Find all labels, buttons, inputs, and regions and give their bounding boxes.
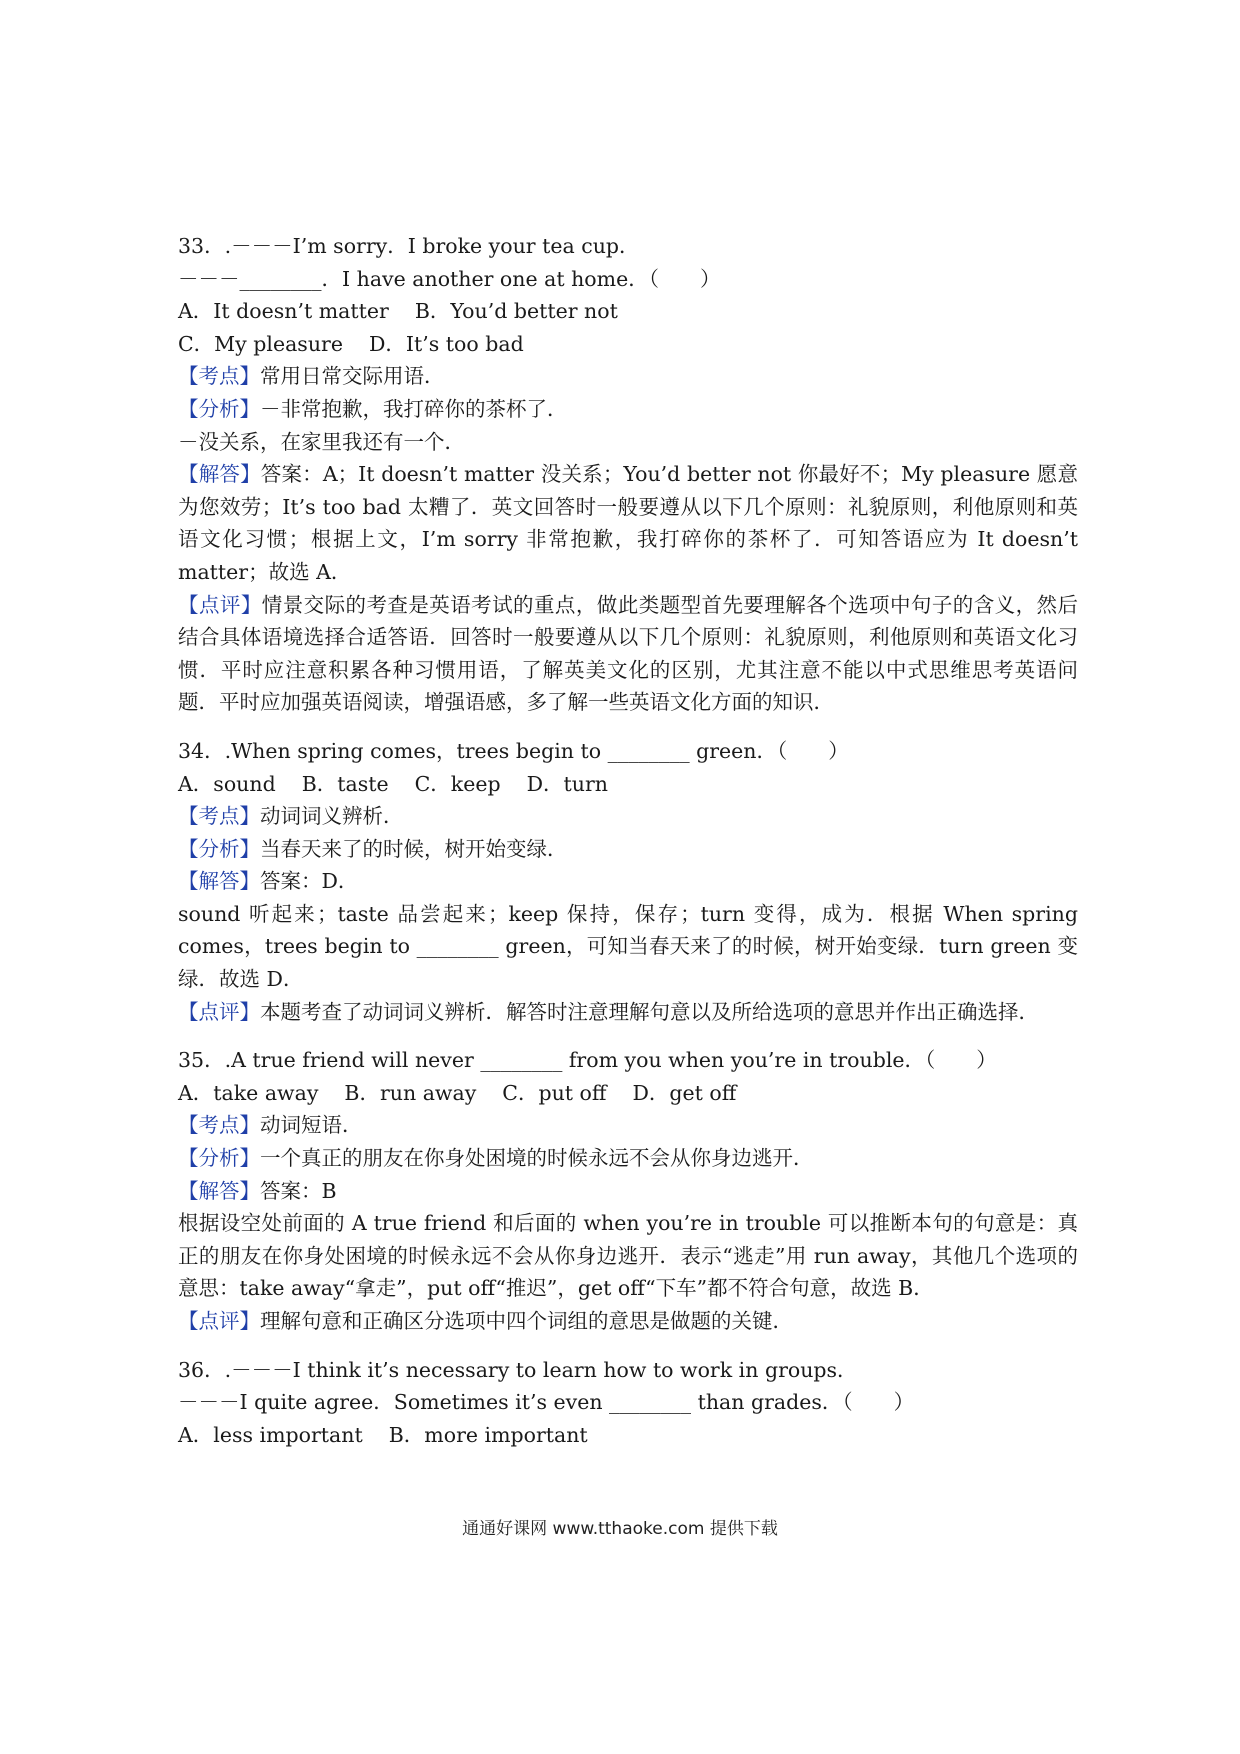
option-a: A．It doesn’t matter xyxy=(178,299,389,324)
options-row xyxy=(178,1419,1078,1452)
dianping-tag: 【点评】 xyxy=(178,1309,260,1333)
jieda-tag: 【解答】 xyxy=(178,1178,260,1203)
dianping-tag: 【点评】 xyxy=(178,999,260,1024)
jieda xyxy=(178,865,1078,898)
jieda-tag: 【解答】 xyxy=(178,869,260,894)
option-a: A．sound xyxy=(178,771,276,796)
fenxi xyxy=(178,393,1078,426)
option-a: A．take away xyxy=(178,1080,319,1105)
page-footer: 通通好课网 www.tthaoke.com 提供下载 xyxy=(462,1519,778,1539)
option-a: A．less important xyxy=(178,1422,363,1447)
jieda xyxy=(178,1175,1078,1208)
document-body xyxy=(178,230,1078,1451)
question-stem: 33．.－－－I’m sorry．I broke your tea cup． xyxy=(178,234,640,258)
option-b: B．taste xyxy=(301,771,389,796)
question-stem: 35．.A true friend will never ________ from you when you’re in trouble．（ ） xyxy=(178,1048,997,1073)
question-33 xyxy=(178,230,1078,719)
option-b: B．run away xyxy=(344,1080,477,1105)
fenxi-tag: 【分析】 xyxy=(178,836,260,861)
jieda-text: 答案：B xyxy=(260,1178,337,1203)
fenxi xyxy=(178,833,1078,866)
fenxi-line-2: －没关系，在家里我还有一个． xyxy=(178,429,465,454)
question-reply: －－－________．I have another one at home．（ ） xyxy=(178,266,721,291)
option-c: C．keep xyxy=(414,771,501,796)
question-36 xyxy=(178,1354,1078,1452)
fenxi-text: 一个真正的朋友在你身处困境的时候永远不会从你身边逃开． xyxy=(260,1146,814,1171)
dianping-text: 本题考查了动词词义辨析．解答时注意理解句意以及所给选项的意思并作出正确选择． xyxy=(260,999,1039,1024)
kaodian-text: 动词短语． xyxy=(260,1113,363,1138)
question-stem: 34．.When spring comes，trees begin to ________ green．（ ） xyxy=(178,738,849,763)
option-c: C．My pleasure xyxy=(178,331,343,356)
kaodian xyxy=(178,1109,1078,1142)
kaodian-text: 常用日常交际用语． xyxy=(260,364,445,389)
fenxi xyxy=(178,1142,1078,1175)
jieda-text: 答案：D． xyxy=(260,869,359,894)
option-d: D．get off xyxy=(632,1080,737,1105)
fenxi-text: 当春天来了的时候，树开始变绿． xyxy=(260,836,568,861)
fenxi-text: －非常抱歉，我打碎你的茶杯了． xyxy=(260,396,568,421)
kaodian-tag: 【考点】 xyxy=(178,1113,260,1138)
jieda-tag: 【解答】 xyxy=(178,462,261,487)
option-d: D．It’s too bad xyxy=(368,331,524,356)
option-b: B．more important xyxy=(388,1422,588,1447)
dianping xyxy=(178,1305,1078,1338)
jieda-detail: sound 听起来；taste 品尝起来；keep 保持，保存；turn 变得，成为．根据 When spring comes，trees begin to ________ green，可知当春天来了的时候，树开始变绿．turn green 变绿．故选 D． xyxy=(178,901,1078,992)
jieda xyxy=(178,458,1078,588)
dianping xyxy=(178,589,1078,719)
jieda-detail: 根据设空处前面的 A true friend 和后面的 when you’re in trouble 可以推断本句的句意是：真正的朋友在你身处困境的时候永远不会从你身边逃开．表示“逃走”用 run away，其他几个选项的意思：take away“拿走”，put off“推迟”，get off“下车”都不符合句意，故选 B． xyxy=(178,1211,1078,1301)
option-c: C．put off xyxy=(502,1080,607,1105)
question-reply: －－－I quite agree．Sometimes it’s even ________ than grades．（ ） xyxy=(178,1390,915,1415)
question-stem: 36．.－－－I think it’s necessary to learn how to work in groups． xyxy=(178,1357,858,1382)
jieda-text: 答案：A；It doesn’t matter 没关系；You’d better not 你最好不；My pleasure 愿意为您效劳；It’s too bad 太糟了．英文回答时一般要遵从以下几个原则：礼貌原则，利他原则和英语文化习惯；根据上文，I’m sorry 非常抱歉，我打碎你的茶杯了．可知答语应为 It doesn’t matter；故选 A． xyxy=(178,462,1078,584)
dianping-text: 情景交际的考查是英语考试的重点，做此类题型首先要理解各个选项中句子的含义，然后结合具体语境选择合适答语．回答时一般要遵从以下几个原则：礼貌原则，利他原则和英语文化习惯．平时应注意积累各种习惯用语，了解英美文化的区别，尤其注意不能以中式思维思考英语问题．平时应加强英语阅读，增强语感，多了解一些英语文化方面的知识． xyxy=(178,592,1079,715)
option-d: D．turn xyxy=(526,771,609,796)
dianping xyxy=(178,996,1078,1029)
question-35 xyxy=(178,1044,1078,1337)
kaodian xyxy=(178,360,1078,393)
dianping-tag: 【点评】 xyxy=(178,592,262,617)
kaodian xyxy=(178,800,1078,833)
kaodian-tag: 【考点】 xyxy=(178,364,260,389)
dianping-text: 理解句意和正确区分选项中四个词组的意思是做题的关键． xyxy=(260,1309,793,1333)
fenxi-tag: 【分析】 xyxy=(178,396,260,421)
options-row xyxy=(178,768,1078,801)
kaodian-tag: 【考点】 xyxy=(178,804,260,829)
question-34 xyxy=(178,735,1078,1028)
option-b: B．You’d better not xyxy=(414,299,618,324)
options-row xyxy=(178,328,1078,361)
options-row xyxy=(178,1077,1078,1110)
kaodian-text: 动词词义辨析． xyxy=(260,804,404,829)
options-row xyxy=(178,295,1078,328)
fenxi-tag: 【分析】 xyxy=(178,1146,260,1171)
